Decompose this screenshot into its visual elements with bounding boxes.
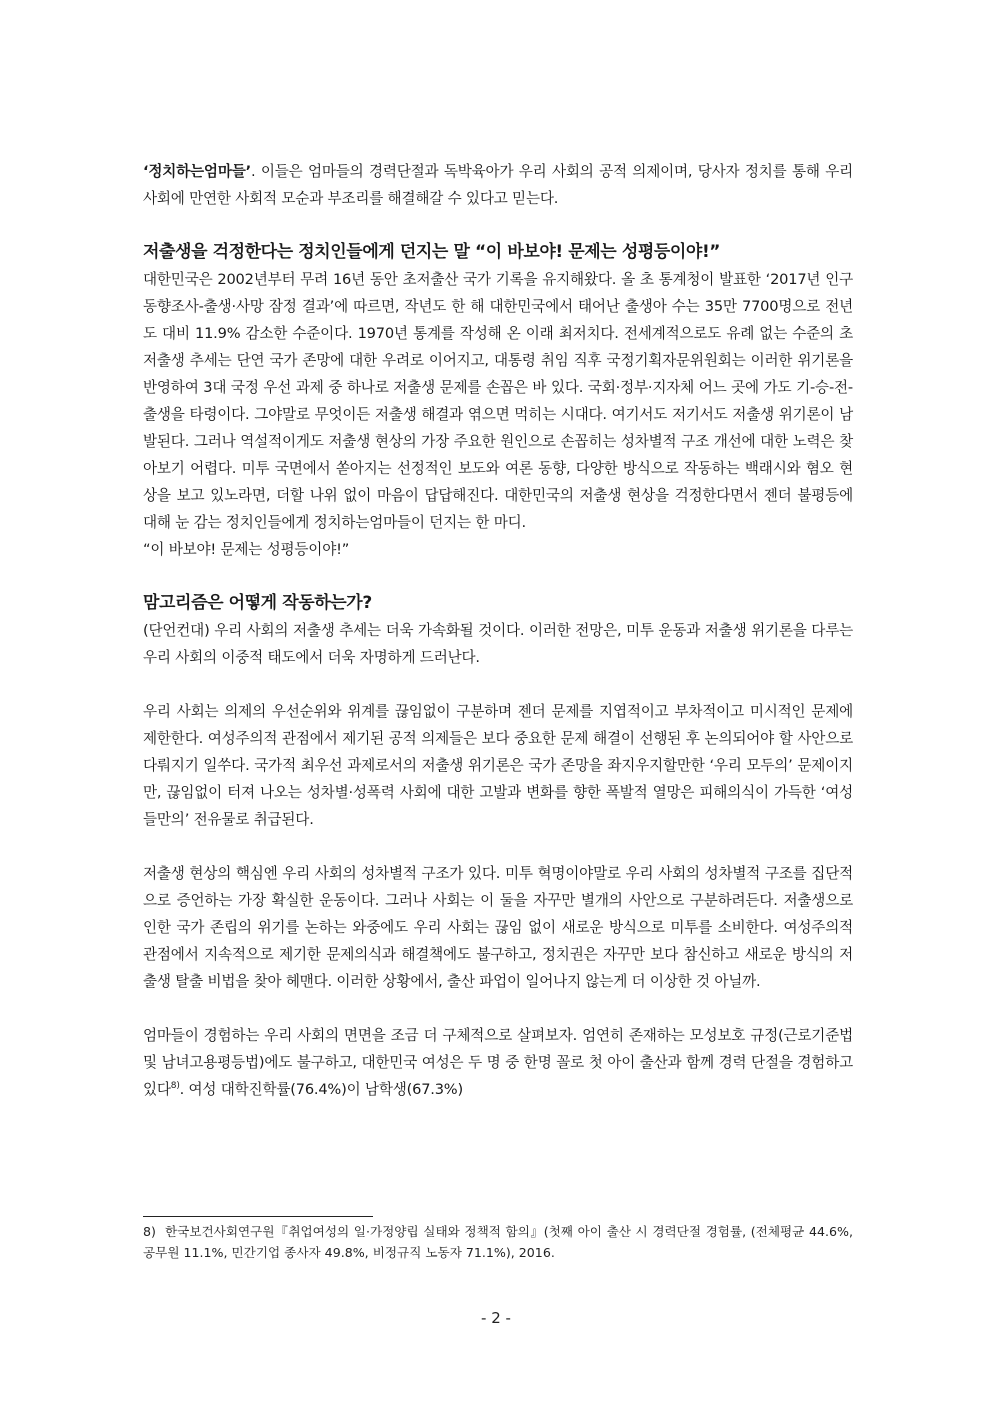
section2-heading: 맘고리즘은 어떻게 작동하는가? xyxy=(143,593,372,613)
section1-quote: “이 바보야! 문제는 성평등이야!” xyxy=(143,541,350,558)
section2-paragraph-2: 우리 사회는 의제의 우선순위와 위계를 끊임없이 구분하며 젠더 문제를 지엽적이고 부차적이고 미시적인 문제에 제한한다. 여성주의적 관점에서 제기된 공적 의제들은 보다 중요한 문제 해결이 선행된 후 논의되어야 할 사안으로 다뤄지기 일쑤다. 국가적 최우선 과제로서의 저출생 위기론은 국가 존망을 좌지우지할만한 ‘우리 모두의’ 문제이지만, 끊임없이 터져 나오는 성차별·성폭력 사회에 대한 고발과 변화를 향한 폭발적 열망은 피해의식이 가득한 ‘여성들만의’ 전유물로 취급된다. xyxy=(143,703,853,828)
section1-heading: 저출생을 걱정한다는 정치인들에게 던지는 말 “이 바보야! 문제는 성평등이야!” xyxy=(143,242,721,262)
footnote-divider xyxy=(143,1216,373,1217)
intro-paragraph xyxy=(143,158,853,212)
intro-bold-lead: ‘정치하는엄마들’ xyxy=(143,163,251,180)
paragraph-4-text: 엄마들이 경험하는 우리 사회의 면면을 조금 더 구체적으로 살펴보자. 엄연히 존재하는 모성보호 규정(근로기준법 및 남녀고용평등법)에도 불구하고, 대한민국 여성은 두 명 중 한명 꼴로 첫 아이 출산과 함께 경력 단절을 경험하고 있다 xyxy=(143,1027,853,1098)
paragraph-4-text-end: . 여성 대학진학률(76.4%)이 남학생(67.3%) xyxy=(179,1081,463,1098)
section2-paragraph-3: 저출생 현상의 핵심엔 우리 사회의 성차별적 구조가 있다. 미투 혁명이야말로 우리 사회의 성차별적 구조를 집단적으로 증언하는 가장 확실한 운동이다. 그러나 사회는 이 둘을 자꾸만 별개의 사안으로 구분하려든다. 저출생으로 인한 국가 존립의 위기를 논하는 와중에도 우리 사회는 끊임 없이 새로운 방식으로 미투를 소비한다. 여성주의적 관점에서 지속적으로 제기한 문제의식과 해결책에도 불구하고, 정치권은 자꾸만 보다 참신하고 새로운 방식의 저출생 탈출 비법을 찾아 헤맨다. 이러한 상황에서, 출산 파업이 일어나지 않는게 더 이상한 것 아닐까. xyxy=(143,865,853,990)
footnote-number: 8) xyxy=(143,1224,156,1239)
intro-text: . 이들은 엄마들의 경력단절과 독박육아가 우리 사회의 공적 의제이며, 당사자 정치를 통해 우리 사회에 만연한 사회적 모순과 부조리를 해결해갈 수 있다고 믿는다. xyxy=(143,163,853,207)
footnote-ref[interactable]: 8) xyxy=(170,1081,180,1092)
page-number: - 2 - xyxy=(481,1309,511,1327)
section2-paragraph-4 xyxy=(143,1022,853,1103)
section2-paragraph-1: (단언컨대) 우리 사회의 저출생 추세는 더욱 가속화될 것이다. 이러한 전망은, 미투 운동과 저출생 위기론을 다루는 우리 사회의 이중적 태도에서 더욱 자명하게 드러난다. xyxy=(143,622,853,666)
section1-body: 대한민국은 2002년부터 무려 16년 동안 초저출산 국가 기록을 유지해왔다. 올 초 통계청이 발표한 ‘2017년 인구 동향조사-출생·사망 잠정 결과’에 따르면, 작년도 한 해 대한민국에서 태어난 출생아 수는 35만 7700명으로 전년도 대비 11.9% 감소한 수준이다. 1970년 통계를 작성해 온 이래 최저치다. 전세계적으로도 유례 없는 수준의 초저출생 추세는 단연 국가 존망에 대한 우려로 이어지고, 대통령 취임 직후 국정기획자문위원회는 이러한 위기론을 반영하여 3대 국정 우선 과제 중 하나로 저출생 문제를 손꼽은 바 있다. 국회·정부·지자체 어느 곳에 가도 기-승-전-출생을 타령이다. 그야말로 무엇이든 저출생 해결과 엮으면 먹히는 시대다. 여기서도 저기서도 저출생 위기론이 남발된다. 그러나 역설적이게도 저출생 현상의 가장 주요한 원인으로 손꼽히는 성차별적 구조 개선에 대한 노력은 찾아보기 어렵다. 미투 국면에서 쏟아지는 선정적인 보도와 여론 동향, 다양한 방식으로 작동하는 백래시와 혐오 현상을 보고 있노라면, 더할 나위 없이 마음이 답답해진다. 대한민국의 저출생 현상을 걱정한다면서 젠더 불평등에 대해 눈 감는 정치인들에게 정치하는엄마들이 던지는 한 마디. xyxy=(143,271,853,531)
footnote xyxy=(143,1221,853,1263)
footnote-text: 한국보건사회연구원『취업여성의 일·가정양립 실태와 정책적 함의』(첫째 아이 출산 시 경력단절 경험률, (전체평균 44.6%, 공무원 11.1%, 민간기업 종사자 49.8%, 비정규직 노동자 71.1%), 2016. xyxy=(143,1224,853,1260)
document-body xyxy=(143,158,853,1103)
